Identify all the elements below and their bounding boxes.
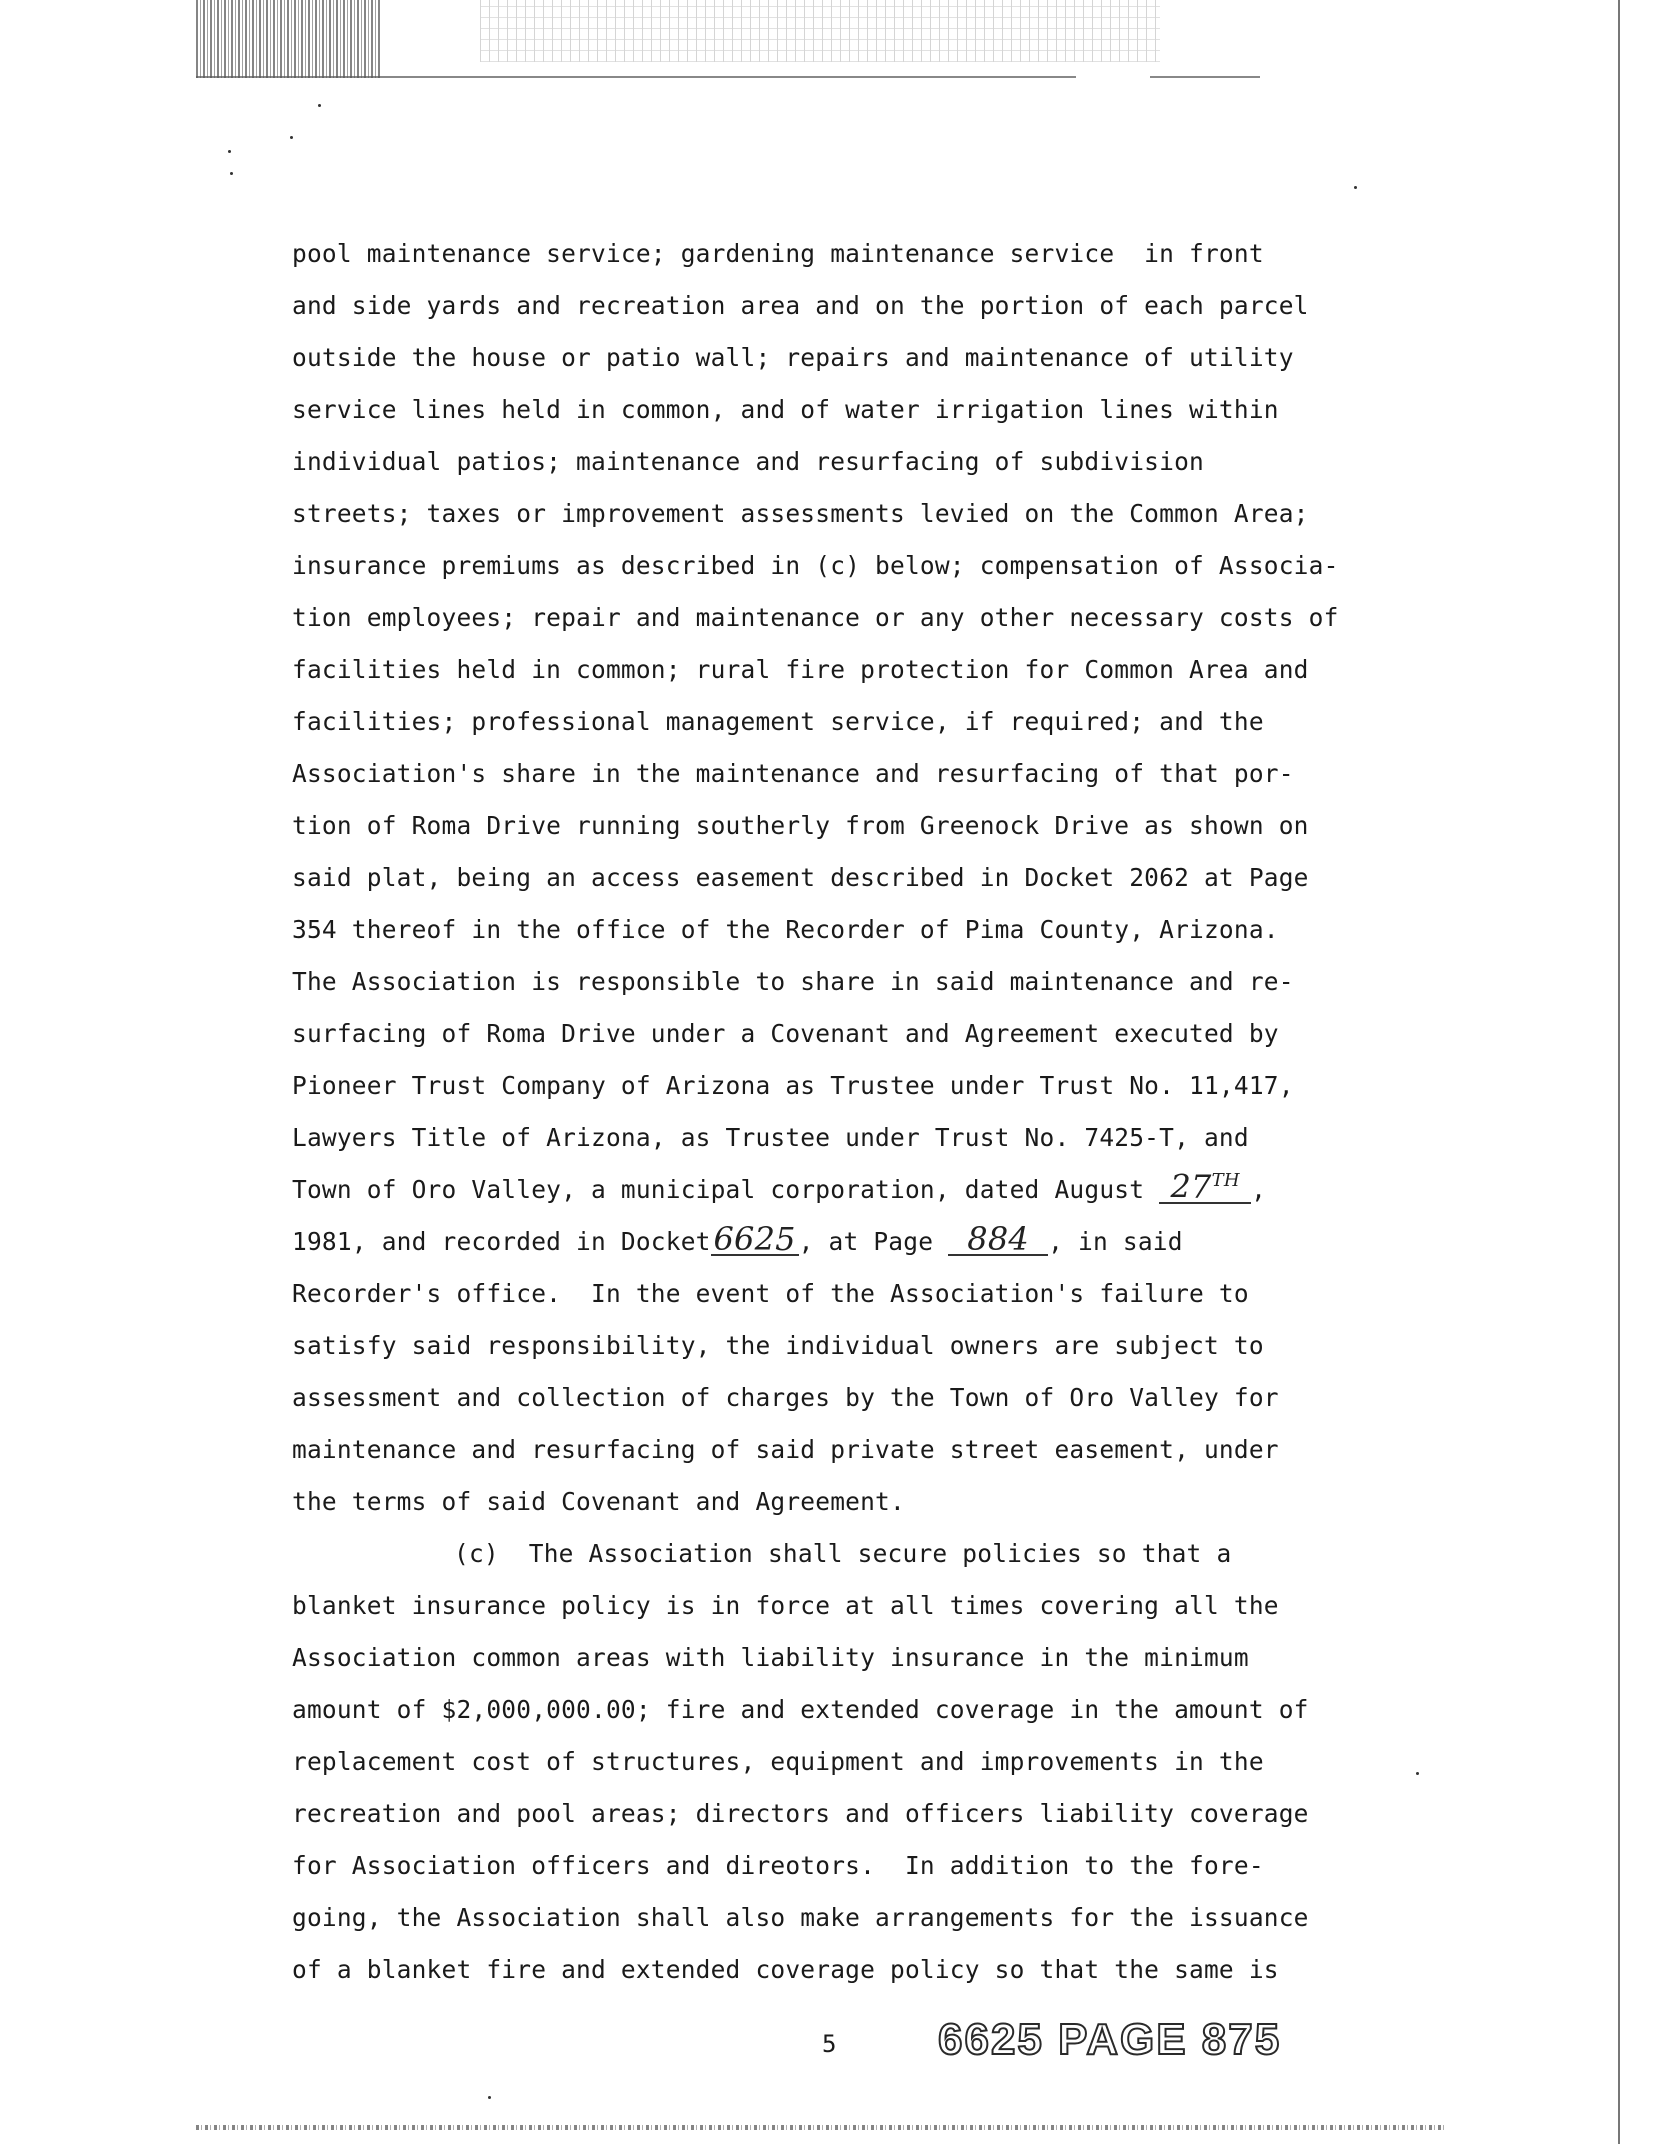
speck [290, 136, 293, 139]
text-line: tion of Roma Drive running southerly from Greenock Drive as shown on [292, 811, 1309, 840]
handwritten-docket-number: 6625 [711, 1224, 799, 1256]
speck [1354, 186, 1357, 189]
text-line: said plat, being an access easement described in Docket 2062 at Page [292, 863, 1309, 892]
speck [1416, 1772, 1419, 1775]
scan-artifact-bottom [196, 2125, 1446, 2130]
text-line: going, the Association shall also make arrangements for the issuance [292, 1903, 1309, 1932]
text-line: and side yards and recreation area and on the portion of each parcel [292, 291, 1309, 320]
scan-artifact-top-middle [480, 0, 1160, 62]
text-line: individual patios; maintenance and resurfacing of subdivision [292, 447, 1204, 476]
text-line: service lines held in common, and of water irrigation lines within [292, 395, 1279, 424]
text-line: surfacing of Roma Drive under a Covenant and Agreement executed by [292, 1019, 1279, 1048]
text-line: pool maintenance service; gardening maintenance service in front [292, 239, 1264, 268]
text-line: insurance premiums as described in (c) below; compensation of Associa- [292, 551, 1339, 580]
book-page-stamp: 6625 PAGE 875 [938, 2015, 1282, 2064]
text-line: facilities held in common; rural fire protection for Common Area and [292, 655, 1309, 684]
text-line: The Association is responsible to share in said maintenance and re- [292, 967, 1294, 996]
page-edge [1618, 0, 1620, 2144]
document-body [292, 228, 1402, 1996]
text-line: Association's share in the maintenance and resurfacing of that por- [292, 759, 1294, 788]
text-line: streets; taxes or improvement assessments levied on the Common Area; [292, 499, 1309, 528]
handwritten-page-number: 884 [948, 1224, 1048, 1256]
docket-line: 1981, and recorded in Docket6625 , at Page 884 , in said [292, 1220, 1183, 1258]
scan-artifact-top-rule-right [1150, 76, 1260, 78]
date-line: Town of Oro Valley, a municipal corporation, dated August 27TH , [292, 1168, 1267, 1206]
text-line: for Association officers and direotors. In addition to the fore- [292, 1851, 1264, 1880]
paragraph-c-first-line: (c) The Association shall secure policies so that a [454, 1539, 1232, 1568]
text-line: Association common areas with liability insurance in the minimum [292, 1643, 1249, 1672]
scan-artifact-top-rule [196, 76, 1076, 78]
text-line: amount of $2,000,000.00; fire and extended coverage in the amount of [292, 1695, 1309, 1724]
speck [228, 150, 231, 153]
speck [230, 172, 233, 175]
paragraph-b-continued [292, 228, 1402, 1164]
handwritten-date: 27TH [1159, 1166, 1251, 1204]
text-line: blanket insurance policy is in force at all times covering all the [292, 1591, 1279, 1620]
text-line: Recorder's office. In the event of the Association's failure to [292, 1279, 1249, 1308]
text-line: maintenance and resurfacing of said private street easement, under [292, 1435, 1279, 1464]
text-line: facilities; professional management service, if required; and the [292, 707, 1264, 736]
page-number: 5 [822, 2030, 837, 2058]
text-line: of a blanket fire and extended coverage policy so that the same is [292, 1955, 1279, 1984]
text-line: Pioneer Trust Company of Arizona as Trustee under Trust No. 11,417, [292, 1071, 1294, 1100]
text-line: 354 thereof in the office of the Recorder of Pima County, Arizona. [292, 915, 1279, 944]
text-line: Lawyers Title of Arizona, as Trustee under Trust No. 7425-T, and [292, 1123, 1249, 1152]
text-line: assessment and collection of charges by the Town of Oro Valley for [292, 1383, 1279, 1412]
text-line: tion employees; repair and maintenance or any other necessary costs of [292, 603, 1339, 632]
paragraph-b-ending [292, 1268, 1402, 1528]
text-line: replacement cost of structures, equipment and improvements in the [292, 1747, 1264, 1776]
paragraph-c [292, 1580, 1402, 1996]
text-line: satisfy said responsibility, the individual owners are subject to [292, 1331, 1264, 1360]
speck [318, 104, 321, 107]
scan-artifact-top-left [196, 0, 382, 78]
speck [488, 2096, 491, 2099]
text-line: the terms of said Covenant and Agreement. [292, 1487, 905, 1516]
text-line: recreation and pool areas; directors and officers liability coverage [292, 1799, 1309, 1828]
text-line: outside the house or patio wall; repairs and maintenance of utility [292, 343, 1294, 372]
